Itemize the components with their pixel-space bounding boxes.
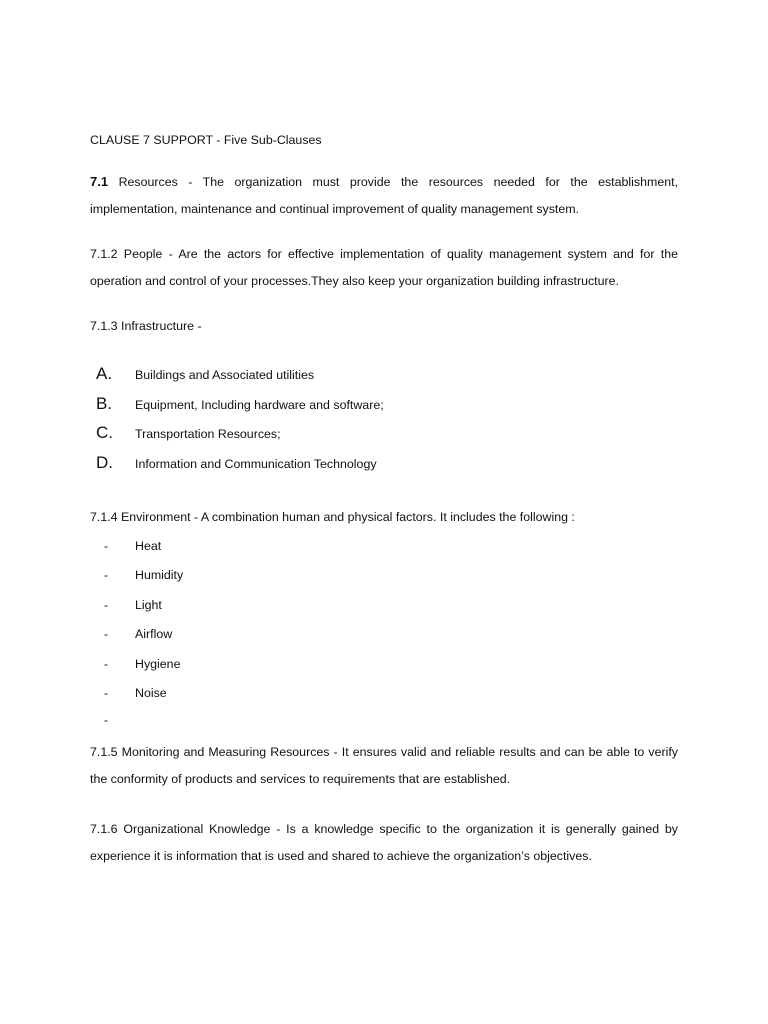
list-bullet: -: [104, 657, 109, 671]
list-item-text: Buildings and Associated utilities: [135, 368, 315, 382]
section-7-1-6: 7.1.6 Organizational Knowledge - Is a knowledge specific to the organization it is generally gained by experience it is information that is used and shared to achieve the organization’s objectives.: [90, 822, 678, 863]
list-item: [96, 394, 384, 418]
list-marker: D.: [96, 453, 113, 472]
list-item-text: Light: [135, 598, 162, 612]
list-item-text: Equipment, Including hardware and software;: [135, 398, 384, 412]
list-item: [104, 686, 167, 708]
list-marker: C.: [96, 423, 113, 442]
list-item-text: Humidity: [135, 568, 184, 582]
list-bullet: -: [104, 539, 109, 553]
list-item: [96, 364, 314, 388]
list-item-text: Information and Communication Technology: [135, 457, 377, 471]
list-marker: A.: [96, 364, 113, 383]
list-item-text: Airflow: [135, 627, 173, 641]
list-marker: B.: [96, 394, 113, 413]
list-bullet: -: [104, 627, 109, 641]
page-title: CLAUSE 7 SUPPORT - Five Sub-Clauses: [90, 133, 322, 147]
list-item-text: Hygiene: [135, 657, 181, 671]
list-item-text: Transportation Resources;: [135, 427, 281, 441]
list-item: [96, 423, 281, 447]
list-bullet: -: [104, 568, 109, 582]
list-item: [104, 657, 180, 679]
section-7-1-number: 7.1: [90, 174, 109, 189]
section-7-1-3: 7.1.3 Infrastructure -: [90, 319, 202, 333]
list-item: [104, 598, 162, 620]
list-item: [104, 539, 161, 561]
list-bullet: -: [104, 686, 109, 700]
section-7-1-2: 7.1.2 People - Are the actors for effective implementation of quality management system and for the operation and control of your processes.They also keep your organization building infrastructure.: [90, 247, 678, 288]
document-page: [90, 0, 678, 1024]
list-item: [104, 627, 172, 649]
section-7-1: [90, 168, 678, 223]
list-item-text: Noise: [135, 686, 167, 700]
section-7-1-5: 7.1.5 Monitoring and Measuring Resources - It ensures valid and reliable results and can be able to verify the conformity of products and services to requirements that are established.: [90, 745, 678, 786]
list-item-text: Heat: [135, 539, 162, 553]
list-bullet-empty: -: [104, 713, 109, 727]
list-bullet: -: [104, 598, 109, 612]
list-item: [104, 568, 183, 590]
list-item: [96, 453, 377, 477]
section-7-1-text: Resources - The organization must provide the resources needed for the establishment, implementation, maintenance and continual improvement of quality management system.: [90, 175, 678, 216]
section-7-1-4: 7.1.4 Environment - A combination human and physical factors. It includes the following :: [90, 510, 575, 524]
